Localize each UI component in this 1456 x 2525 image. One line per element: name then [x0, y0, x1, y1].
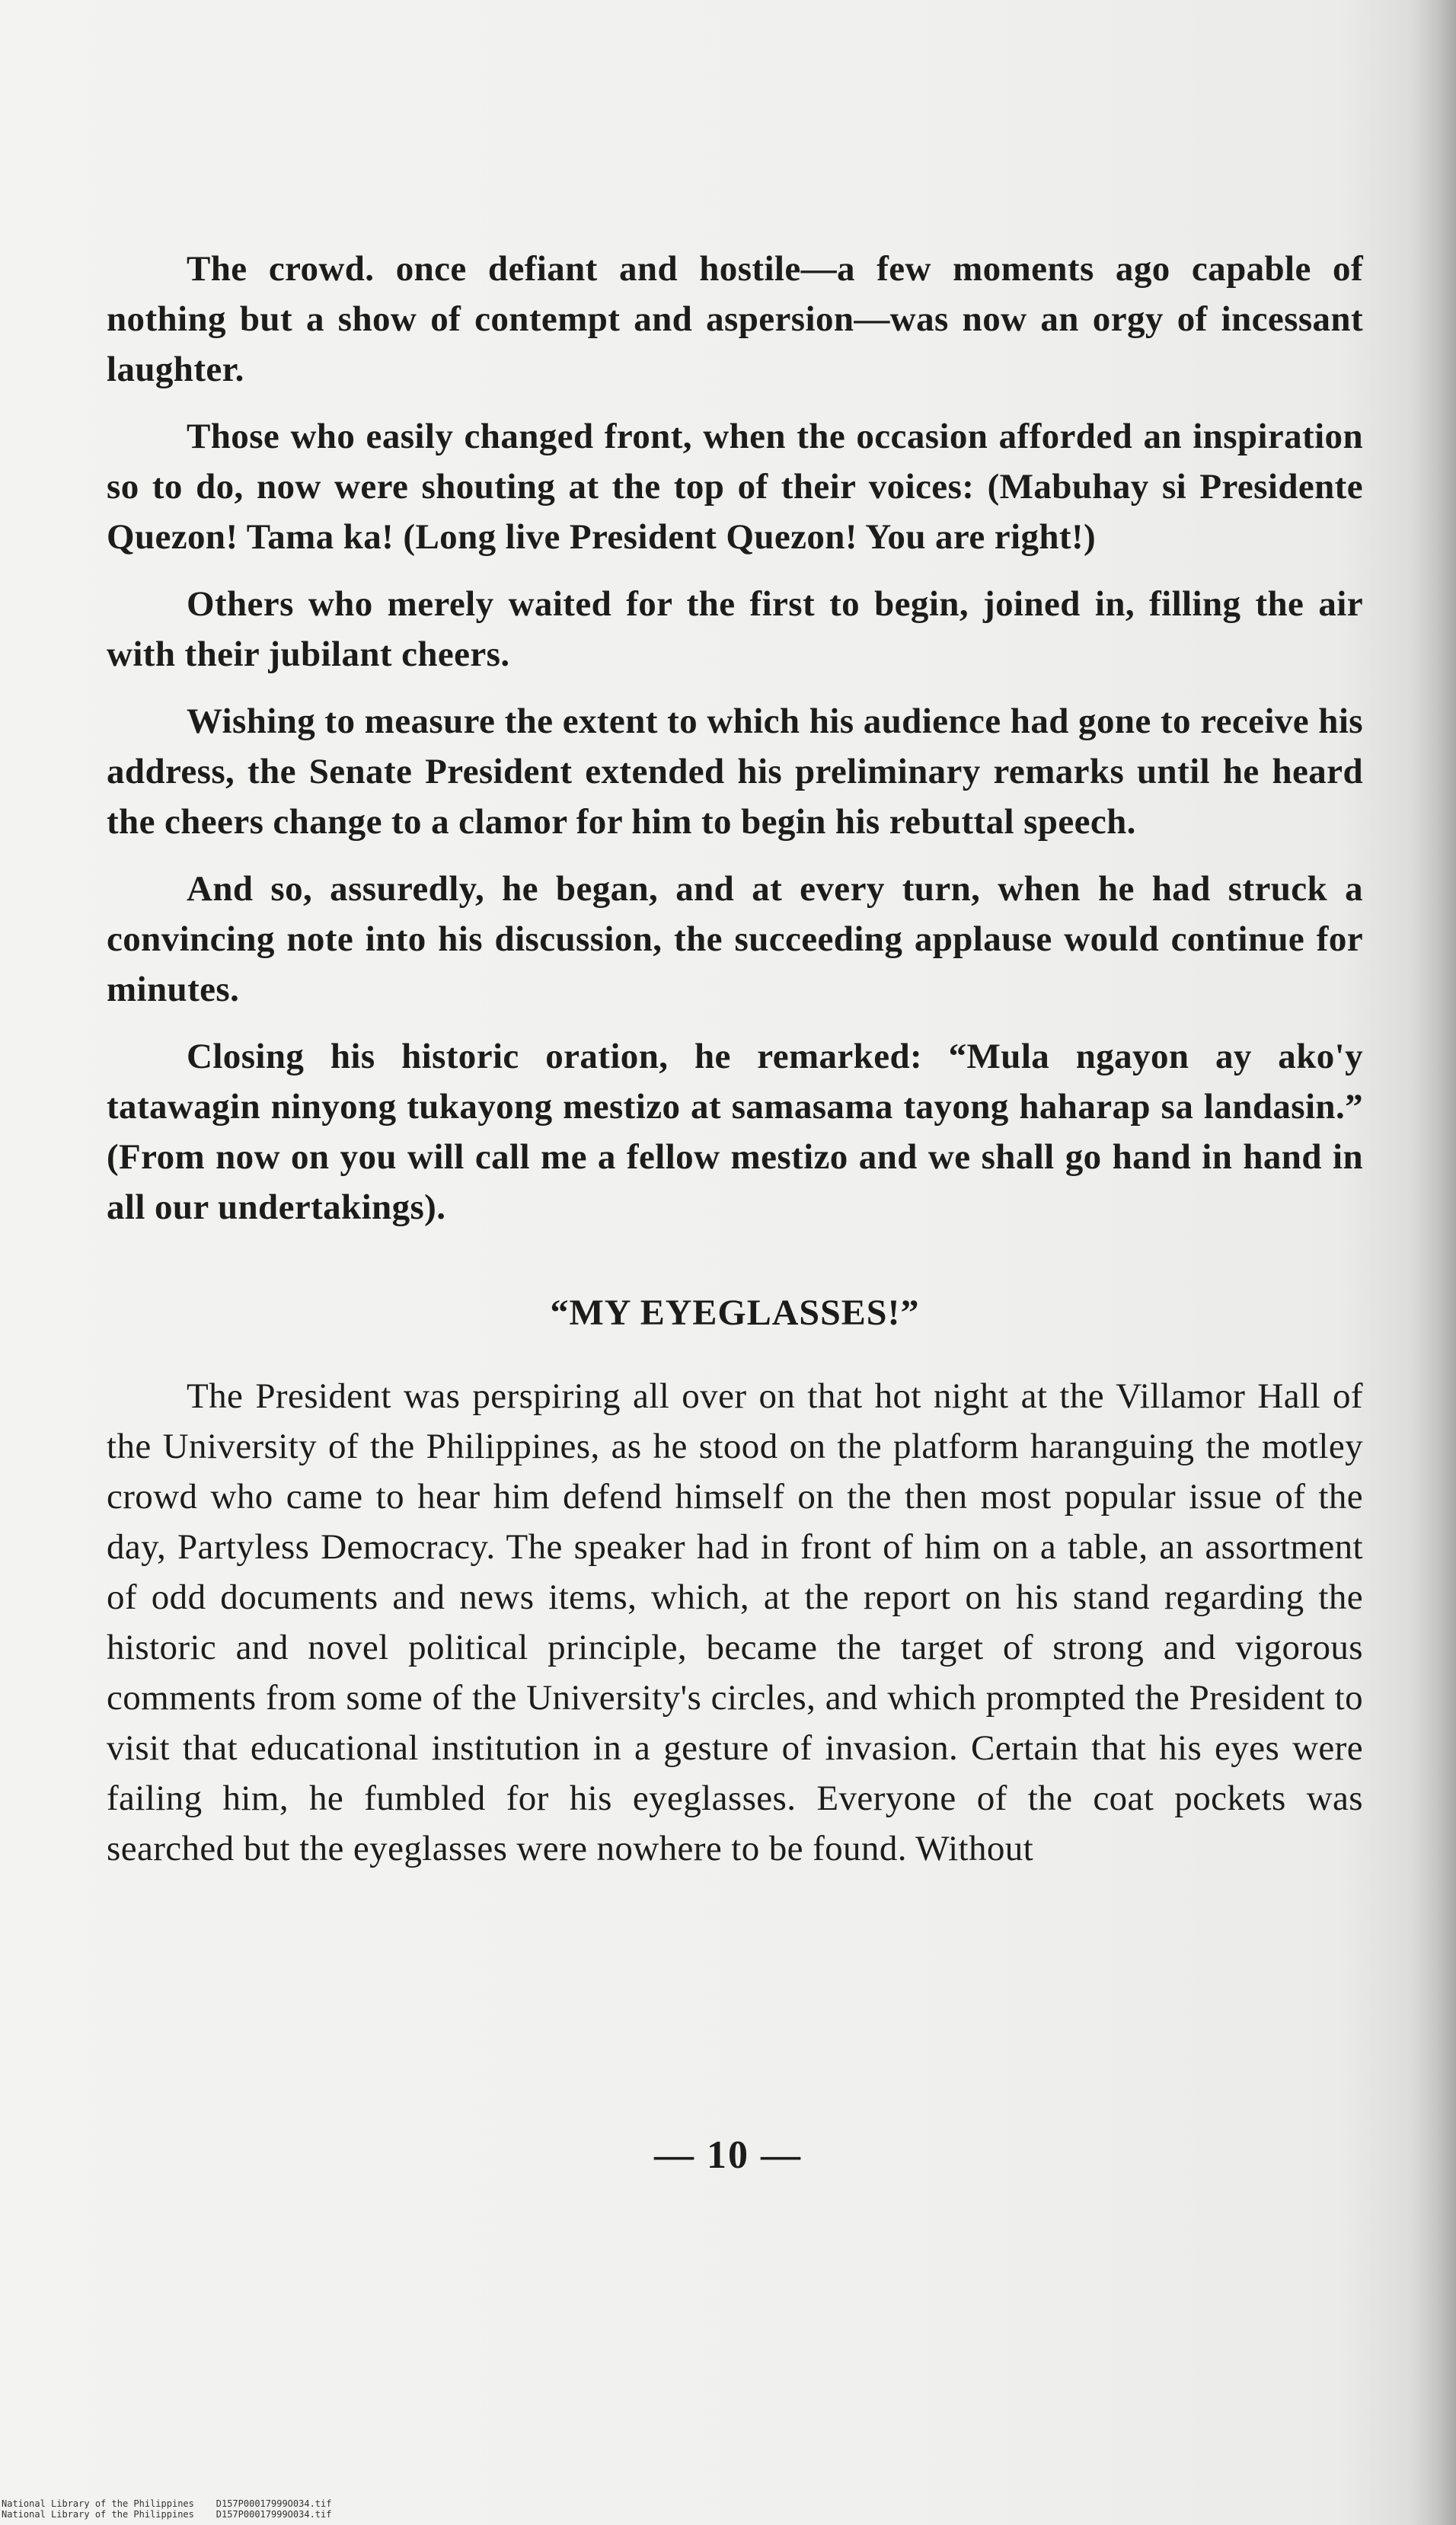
footer-line-2: National Library of the Philippines D157P00017999O034.tif [2, 2509, 332, 2520]
paragraph-changed-front: Those who easily changed front, when the occasion afforded an inspiration so to do, now were shouting at the top of their voices: (Mabuhay si Presidente Quezon! Tama ka! (Long live President Quezon! You are right!) [107, 417, 1363, 557]
scan-footer [2, 2498, 331, 2520]
paragraph-others-joined: Others who merely waited for the first to begin, joined in, filling the air with their jubilant cheers. [107, 584, 1363, 674]
paragraph-applause: And so, assuredly, he began, and at every turn, when he had struck a convincing note into his discussion, the succeeding applause would continue for minutes. [107, 869, 1363, 1009]
section-heading: “MY EYEGLASSES!” [550, 1293, 920, 1333]
text-block [107, 244, 1363, 1891]
page-number: — 10 — [654, 2133, 802, 2177]
paragraph-closing-oration: Closing his historic oration, he remarked: “Mula ngayon ay ako'y tatawagin ninyong tukayong mestizo at samasama tayong haharap sa landasin.” (From now on you will call me a fellow mestizo and we shall go hand in hand in all our undertakings). [107, 1037, 1363, 1227]
paragraph-senate-president: Wishing to measure the extent to which his audience had gone to receive his address, the Senate President extended his preliminary remarks until he heard the cheers change to a clamor for him to begin his rebuttal speech. [107, 702, 1363, 842]
paragraph-eyeglasses: The President was perspiring all over on that hot night at the Villamor Hall of the University of the Philippines, as he stood on the platform haranguing the motley crowd who came to hear him defend himself on the then most popular issue of the day, Partyless Democracy. The speaker had in front of him on a table, an assortment of odd documents and news items, which, at the report on his stand regarding the historic and novel political principle, became the target of strong and vigorous comments from some of the University's circles, and which prompted the President to visit that educational institution in a gesture of invasion. Certain that his eyes were failing him, he fumbled for his eyeglasses. Everyone of the coat pockets was searched but the eyeglasses were nowhere to be found. Without [107, 1376, 1363, 1868]
footer-line-1: National Library of the Philippines D157P00017999O034.tif [2, 2498, 332, 2509]
paragraph-crowd: The crowd. once defiant and hostile—a few moments ago capable of nothing but a show of contempt and aspersion—was now an orgy of incessant laughter. [107, 249, 1363, 389]
